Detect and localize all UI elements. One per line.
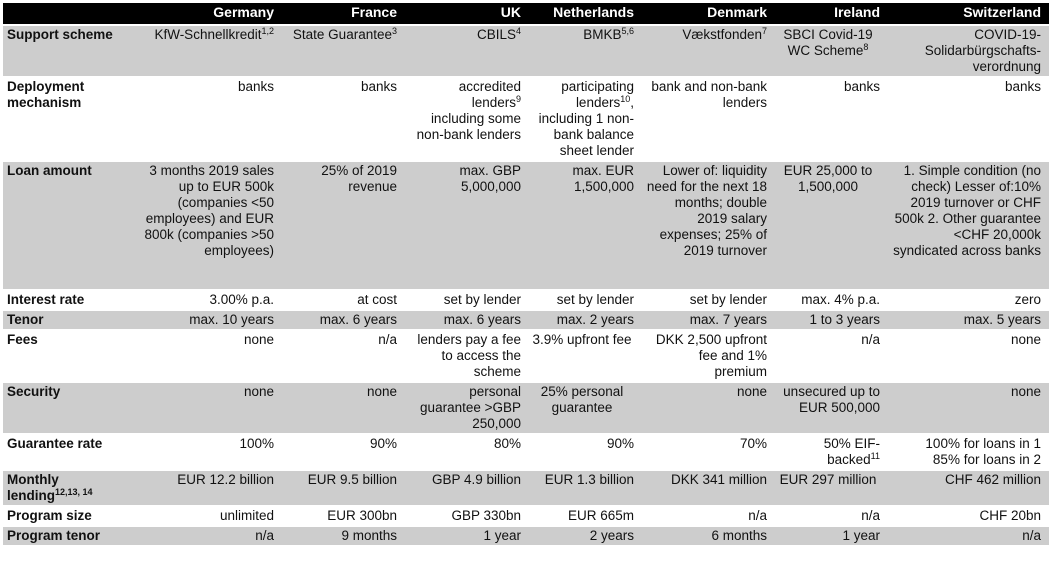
row-deployment-mechanism (3, 77, 1049, 161)
cell-uk: accredited lenders$^9$ including some non-bank lenders (402, 77, 526, 161)
cell-france: at cost (279, 290, 402, 310)
cell-denmark: none (639, 382, 772, 434)
row-label: Program tenor (3, 526, 133, 546)
cell-uk: 80% (402, 434, 526, 470)
cell-denmark: DKK 341 million (639, 470, 772, 506)
header-netherlands: Netherlands (526, 3, 639, 25)
cell-germany: 100% (133, 434, 279, 470)
cell-switzerland: zero (885, 290, 1049, 310)
cell-france: EUR 300bn (279, 506, 402, 526)
cell-france: 9 months (279, 526, 402, 546)
row-support-scheme (3, 25, 1049, 77)
header-corner (3, 3, 133, 25)
cell-france: max. 6 years (279, 310, 402, 330)
cell-uk: lenders pay a fee to access the scheme (402, 330, 526, 382)
cell-switzerland: CHF 20bn (885, 506, 1049, 526)
cell-france: 90% (279, 434, 402, 470)
cell-denmark: 70% (639, 434, 772, 470)
header-row (3, 3, 1049, 25)
cell-switzerland: CHF 462 million (885, 470, 1049, 506)
cell-germany: max. 10 years (133, 310, 279, 330)
cell-ireland: 50% EIF-backed$^{11}$ (772, 434, 885, 470)
cell-netherlands: 3.9% upfront fee (526, 330, 639, 382)
cell-france: banks (279, 77, 402, 161)
cell-netherlands: 90% (526, 434, 639, 470)
cell-switzerland: none (885, 330, 1049, 382)
cell-switzerland: COVID-19-Solidarbürgschafts-verordnung (885, 25, 1049, 77)
cell-ireland: SBCI Covid-19 WC Scheme$^8$ (772, 25, 885, 77)
cell-germany: 3.00% p.a. (133, 290, 279, 310)
cell-ireland: banks (772, 77, 885, 161)
cell-ireland: EUR 297 million (772, 470, 885, 506)
cell-ireland: unsecured up to EUR 500,000 (772, 382, 885, 434)
cell-denmark: 6 months (639, 526, 772, 546)
cell-denmark: set by lender (639, 290, 772, 310)
cell-ireland: max. 4% p.a. (772, 290, 885, 310)
row-label: Fees (3, 330, 133, 382)
cell-switzerland: 100% for loans in 1 85% for loans in 2 (885, 434, 1049, 470)
row-label: Loan amount (3, 161, 133, 290)
row-label: Program size (3, 506, 133, 526)
row-label: Deployment mechanism (3, 77, 133, 161)
cell-netherlands: EUR 665m (526, 506, 639, 526)
cell-france: EUR 9.5 billion (279, 470, 402, 506)
cell-uk: max. 6 years (402, 310, 526, 330)
header-germany: Germany (133, 3, 279, 25)
header-france: France (279, 3, 402, 25)
row-label: Interest rate (3, 290, 133, 310)
header-denmark: Denmark (639, 3, 772, 25)
cell-uk: GBP 330bn (402, 506, 526, 526)
row-program-size (3, 506, 1049, 526)
row-fees (3, 330, 1049, 382)
row-label: Monthly lending$^{12,13, 14}$ (3, 470, 133, 506)
cell-switzerland: max. 5 years (885, 310, 1049, 330)
cell-netherlands: participating lenders$^{10}$, including 1 non-bank balance sheet lender (526, 77, 639, 161)
row-tenor (3, 310, 1049, 330)
header-uk: UK (402, 3, 526, 25)
row-label: Guarantee rate (3, 434, 133, 470)
cell-germany: unlimited (133, 506, 279, 526)
cell-denmark: n/a (639, 506, 772, 526)
cell-netherlands: EUR 1.3 billion (526, 470, 639, 506)
cell-uk: CBILS$^4$ (402, 25, 526, 77)
row-program-tenor (3, 526, 1049, 546)
cell-netherlands: BMKB$^{5,6}$ (526, 25, 639, 77)
comparison-table (3, 3, 1049, 547)
cell-netherlands: max. 2 years (526, 310, 639, 330)
cell-france: n/a (279, 330, 402, 382)
cell-uk: max. GBP 5,000,000 (402, 161, 526, 290)
cell-netherlands: 2 years (526, 526, 639, 546)
cell-ireland: 1 to 3 years (772, 310, 885, 330)
cell-netherlands: 25% personal guarantee (526, 382, 639, 434)
cell-denmark: Lower of: liquidity need for the next 18 months; double 2019 salary expenses; 25% of 2019 turnover (639, 161, 772, 290)
row-loan-amount (3, 161, 1049, 290)
row-label: Security (3, 382, 133, 434)
cell-ireland: n/a (772, 330, 885, 382)
cell-switzerland: 1. Simple condition (no check) Lesser of:10% 2019 turnover or CHF 500k 2. Other guarantee <CHF 20,000k syndicated across banks (885, 161, 1049, 290)
cell-ireland: EUR 25,000 to 1,500,000 (772, 161, 885, 290)
cell-uk: set by lender (402, 290, 526, 310)
cell-switzerland: banks (885, 77, 1049, 161)
cell-uk: personal guarantee >GBP 250,000 (402, 382, 526, 434)
cell-denmark: DKK 2,500 upfront fee and 1% premium (639, 330, 772, 382)
row-label: Tenor (3, 310, 133, 330)
row-label: Support scheme (3, 25, 133, 77)
cell-uk: GBP 4.9 billion (402, 470, 526, 506)
cell-switzerland: none (885, 382, 1049, 434)
cell-netherlands: set by lender (526, 290, 639, 310)
cell-germany: 3 months 2019 sales up to EUR 500k (companies <50 employees) and EUR 800k (companies >50 employees) (133, 161, 279, 290)
cell-ireland: n/a (772, 506, 885, 526)
cell-france: none (279, 382, 402, 434)
row-interest-rate (3, 290, 1049, 310)
cell-denmark: max. 7 years (639, 310, 772, 330)
cell-france: 25% of 2019 revenue (279, 161, 402, 290)
header-ireland: Ireland (772, 3, 885, 25)
cell-denmark: bank and non-bank lenders (639, 77, 772, 161)
row-guarantee-rate (3, 434, 1049, 470)
cell-ireland: 1 year (772, 526, 885, 546)
cell-germany: none (133, 382, 279, 434)
cell-netherlands: max. EUR 1,500,000 (526, 161, 639, 290)
cell-uk: 1 year (402, 526, 526, 546)
cell-germany: KfW-Schnellkredit$^{1,2}$ (133, 25, 279, 77)
row-security (3, 382, 1049, 434)
cell-germany: banks (133, 77, 279, 161)
cell-germany: EUR 12.2 billion (133, 470, 279, 506)
cell-germany: n/a (133, 526, 279, 546)
header-switzerland: Switzerland (885, 3, 1049, 25)
cell-germany: none (133, 330, 279, 382)
cell-france: State Guarantee$^3$ (279, 25, 402, 77)
cell-denmark: Vækstfonden$^7$ (639, 25, 772, 77)
row-monthly-lending (3, 470, 1049, 506)
cell-switzerland: n/a (885, 526, 1049, 546)
